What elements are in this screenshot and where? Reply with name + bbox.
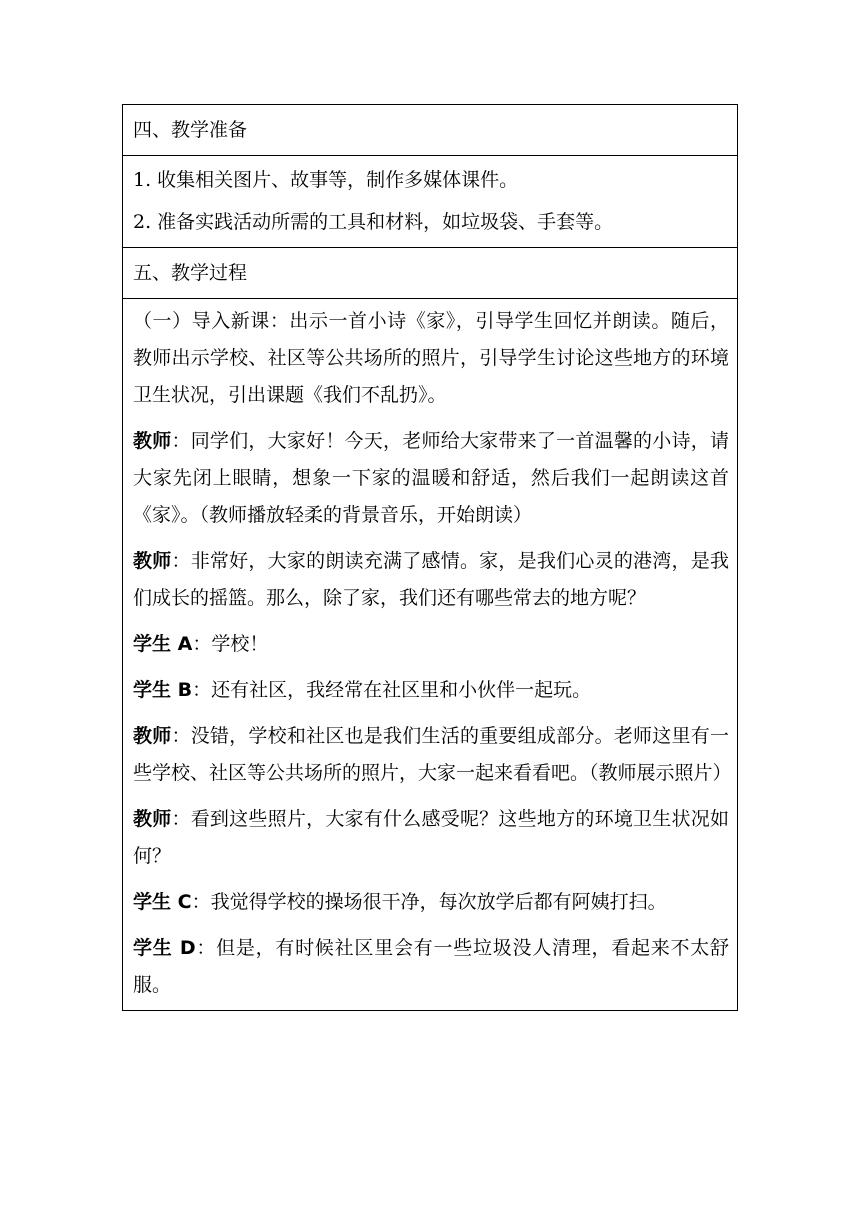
section-heading-prep: 四、教学准备 (133, 119, 248, 141)
prep-heading-row (123, 105, 737, 156)
speaker-label: 教师 (133, 725, 172, 747)
dialogue-text: ：看到这些照片，大家有什么感受呢？这些地方的环境卫生状况如何？ (133, 808, 729, 867)
speaker-label: 学生 C (133, 891, 192, 913)
prep-item: 2. 准备实践活动所需的工具和材料，如垃圾袋、手套等。 (133, 211, 614, 233)
process-heading-row (123, 248, 737, 299)
speaker-label: 学生 B (133, 679, 193, 701)
dialogue-line (123, 930, 737, 1004)
dialogue-text: ：学校！ (192, 633, 269, 655)
dialogue-text: ：同学们，大家好！今天，老师给大家带来了一首温馨的小诗，请大家先闭上眼睛，想象一下家的温暖和舒适，然后我们一起朗读这首《家》。（教师播放轻柔的背景音乐，开始朗读） (133, 430, 729, 526)
lesson-plan-table (122, 104, 738, 1011)
section-heading-process: 五、教学过程 (133, 262, 248, 284)
dialogue-line (123, 543, 737, 617)
speaker-label: 教师 (133, 808, 172, 830)
dialogue-text: ：非常好，大家的朗读充满了感情。家，是我们心灵的港湾，是我们成长的摇篮。那么，除了家，我们还有哪些常去的地方呢？ (133, 550, 729, 609)
speaker-label: 教师 (133, 550, 172, 572)
process-content-row (123, 299, 737, 1010)
speaker-label: 学生 D (133, 937, 196, 959)
dialogue-text: ：我觉得学校的操场很干净，每次放学后都有阿姨打扫。 (191, 891, 667, 913)
dialogue-text: ：没错，学校和社区也是我们生活的重要组成部分。老师这里有一些学校、社区等公共场所的照片，大家一起来看看吧。（教师展示照片） (133, 725, 732, 784)
dialogue-line (123, 423, 737, 534)
prep-items-row (123, 156, 737, 248)
dialogue-line (123, 672, 737, 709)
dialogue-line (123, 626, 737, 663)
dialogue-text: ：还有社区，我经常在社区里和小伙伴一起玩。 (192, 679, 592, 701)
dialogue-line (123, 801, 737, 875)
intro-paragraph: （一）导入新课：出示一首小诗《家》，引导学生回忆并朗读。随后，教师出示学校、社区等公共场所的照片，引导学生讨论这些地方的环境卫生状况，引出课题《我们不乱扔》。 (133, 310, 729, 406)
speaker-label: 教师 (133, 430, 172, 452)
speaker-label: 学生 A (133, 633, 193, 655)
dialogue-line (123, 884, 737, 921)
dialogue-line (123, 718, 737, 792)
prep-item: 1. 收集相关图片、故事等，制作多媒体课件。 (133, 169, 519, 191)
dialogue-text: ：但是，有时候社区里会有一些垃圾没人清理，看起来不太舒服。 (133, 937, 729, 996)
